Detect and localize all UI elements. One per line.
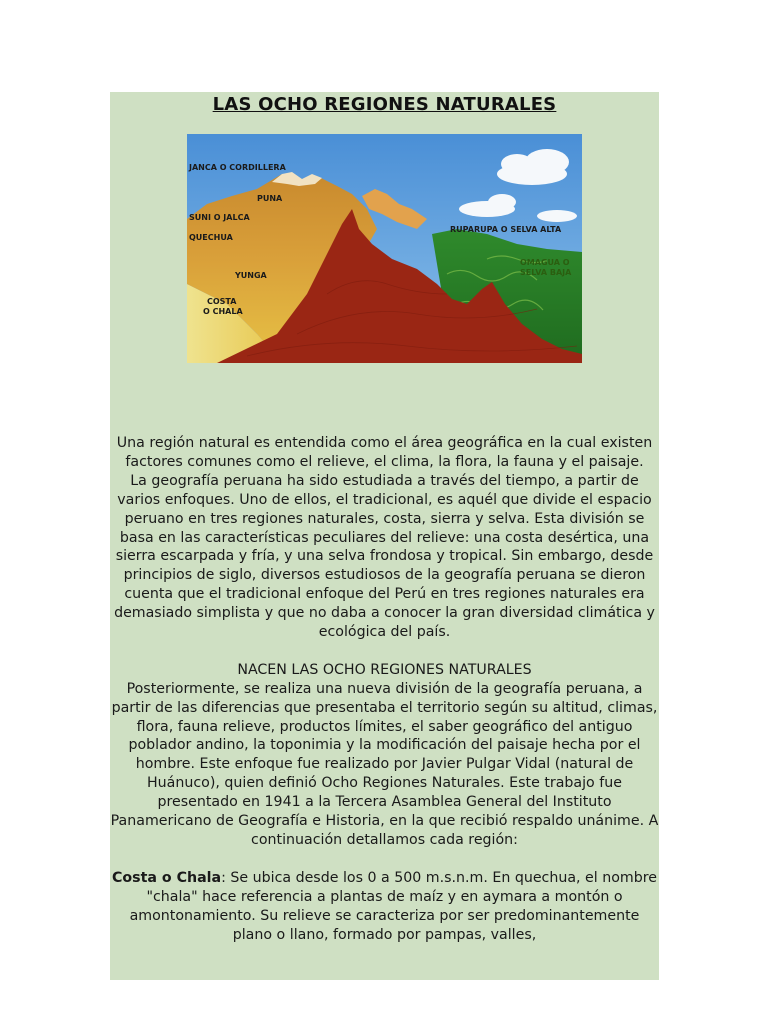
label-costa-line2: O CHALA	[203, 307, 243, 316]
label-costa-line1: COSTA	[207, 297, 237, 306]
paragraph-costa-chala	[110, 869, 659, 945]
label-rupa: RUPARUPA O SELVA ALTA	[450, 225, 562, 234]
label-omagua-line2: SELVA BAJA	[520, 268, 572, 277]
label-suni: SUNI O JALCA	[189, 213, 250, 222]
term-costa-chala: Costa o Chala	[111, 869, 222, 886]
costa-chala-description: : Se ubica desde los 0 a 500 m.s.n.m. En quechua, el nombre "chala" hace referencia a plantas de maíz y en aymara a montón o amontonamiento. Su relieve se caracteriza por ser predominantemente plano o llano, formado por pampas, valles,	[129, 869, 657, 943]
label-puna: PUNA	[257, 194, 283, 203]
label-omagua-line1: OMAGUA O	[520, 258, 570, 267]
document-title: LAS OCHO REGIONES NATURALES	[212, 94, 557, 115]
label-janca: JANCA O CORDILLERA	[189, 163, 286, 172]
document-body	[110, 434, 659, 944]
paragraph-pulgar-vidal: Posteriormente, se realiza una nueva división de la geografía peruana, a partir de las diferencias que presentaba el territorio según su altitud, climas, flora, fauna relieve, productos límites, el saber geográfico del antiguo poblador andino, la toponimia y la modificación del paisaje hecha por el hombre. Este enfoque fue realizado por Javier Pulgar Vidal (natural de Huánuco), quien definió Ocho Regiones Naturales. Este trabajo fue presentado en 1941 a la Tercera Asamblea General del Instituto Panamericano de Geografía e Historia, en la que recibió respaldo unánime. A continuación detallamos cada región:	[110, 680, 659, 849]
section-heading: NACEN LAS OCHO REGIONES NATURALES	[237, 661, 532, 678]
paragraph-definition: Una región natural es entendida como el área geográfica en la cual existen factores comunes como el relieve, el clima, la flora, la fauna y el paisaje.	[116, 435, 653, 470]
regions-illustration	[187, 134, 582, 363]
label-yunga: YUNGA	[235, 271, 267, 280]
document-page	[110, 92, 659, 980]
label-quechua: QUECHUA	[189, 233, 233, 242]
paragraph-traditional-view: La geografía peruana ha sido estudiada a través del tiempo, a partir de varios enfoques. Uno de ellos, el tradicional, es aquél que divide el espacio peruano en tres regiones naturales, costa, sierra y selva. Esta división se basa en las características peculiares del relieve: una costa desértica, una sierra escarpada y fría, y una selva frondosa y tropical. Sin embargo, desde principios de siglo, diversos estudiosos de la geografía peruana se dieron cuenta que el tradicional enfoque del Perú en tres regiones naturales era demasiado simplista y que no daba a conocer la gran diversidad climática y ecológica del país.	[114, 472, 655, 641]
